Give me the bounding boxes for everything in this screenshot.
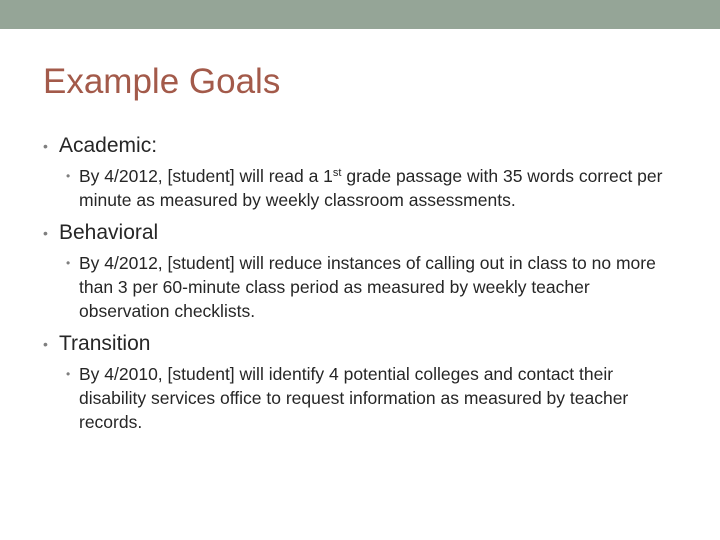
sub-bullet-transition-text: By 4/2010, [student] will identify 4 potential colleges and contact their disability services office to request information as measured by teacher records. bbox=[79, 364, 629, 432]
bullet-marker: • bbox=[43, 138, 48, 154]
academic-goal-text-end: grade passage with 35 words correct per minute as measured by weekly classroom assessments. bbox=[79, 166, 663, 210]
ordinal-suffix: st bbox=[332, 167, 342, 179]
bullet-marker: • bbox=[43, 336, 48, 352]
sub-bullet-marker: • bbox=[66, 169, 71, 183]
sub-bullet-transition bbox=[66, 362, 676, 434]
sub-bullet-academic-text bbox=[79, 164, 676, 212]
bullet-behavioral-label: Behavioral bbox=[59, 221, 159, 244]
sub-bullet-marker: • bbox=[66, 256, 71, 270]
bullet-academic-label: Academic: bbox=[59, 134, 158, 157]
slide-title: Example Goals bbox=[43, 62, 281, 101]
sub-bullet-academic bbox=[66, 164, 676, 212]
bullet-marker: • bbox=[43, 225, 48, 241]
header-band bbox=[0, 0, 720, 29]
sub-bullet-behavioral bbox=[66, 251, 676, 323]
sub-bullet-behavioral-text: By 4/2012, [student] will reduce instances of calling out in class to no more than 3 per 60-minute class period as measured by weekly teacher observation checklists. bbox=[79, 253, 656, 321]
academic-goal-text-start: By 4/2012, [student] will read a 1 bbox=[79, 166, 333, 186]
sub-bullet-marker: • bbox=[66, 367, 71, 381]
bullet-transition-label: Transition bbox=[59, 332, 151, 355]
